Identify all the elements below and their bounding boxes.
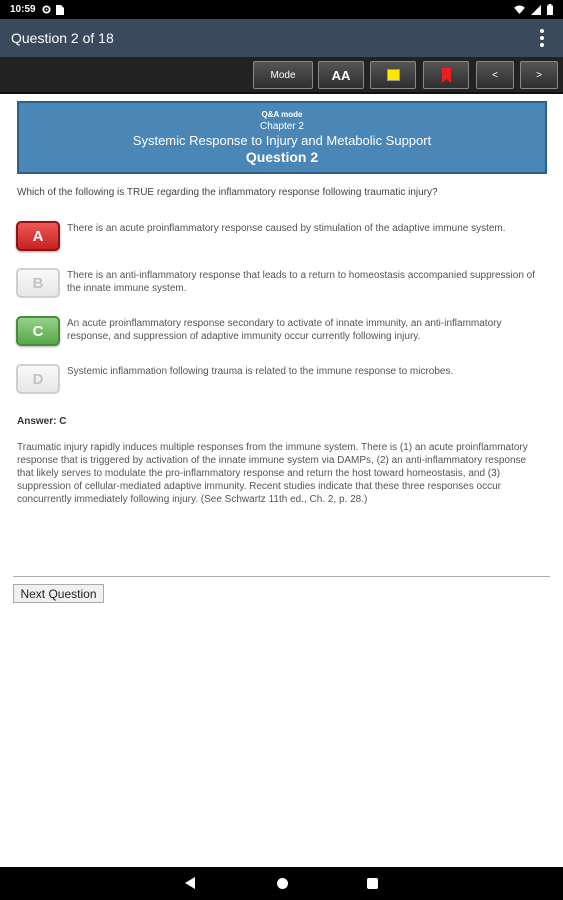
font-size-button[interactable] xyxy=(318,61,364,89)
answer-d-button[interactable]: D xyxy=(16,364,60,394)
more-vert-icon[interactable] xyxy=(533,27,551,49)
answer-d-text: Systemic inflammation following trauma is related to the immune response to microbes. xyxy=(67,366,454,377)
answer-c-button[interactable]: C xyxy=(16,316,60,346)
status-time: 10:59 xyxy=(10,4,36,15)
yellow-square-icon xyxy=(387,69,400,81)
next-button[interactable] xyxy=(520,61,558,89)
wifi-icon xyxy=(514,5,525,14)
home-icon[interactable] xyxy=(277,878,288,889)
status-bar xyxy=(0,0,563,19)
chevron-right-icon: > xyxy=(536,69,542,81)
navigation-bar xyxy=(0,867,563,900)
next-question-button[interactable]: Next Question xyxy=(13,584,104,603)
question-header xyxy=(17,101,547,174)
signal-icon xyxy=(531,5,541,15)
app-title: Question 2 of 18 xyxy=(11,30,114,46)
mode-button[interactable] xyxy=(253,61,313,89)
highlight-button[interactable] xyxy=(370,61,416,89)
explanation-text: Traumatic injury rapidly induces multiple responses from the immune system. There is (1) an acute proinflammatory response that is triggered by activation of the innate immune system via DAMPs, (2) an anti-inflammatory response that likely serves to modulate the pro-inflammatory response and return the host toward homeostasis, and (3) suppression of cellular-mediated adaptive immunity. Recent studies indicate that these three responses occur concurrently immediately following injury. (See Schwartz 11th ed., Ch. 2, p. 28.) xyxy=(17,442,528,505)
mode-button-label: Mode xyxy=(270,69,296,81)
app-bar xyxy=(0,19,563,57)
recents-icon[interactable] xyxy=(367,878,378,889)
font-size-icon: AA xyxy=(331,67,351,83)
mode-label: Q&A mode xyxy=(261,110,303,119)
red-bookmark-icon xyxy=(442,68,451,83)
answer-b-text: There is an anti-inflammatory response that leads to a return to homeostasis accompanied suppression of the innate immune system. xyxy=(67,270,536,294)
chevron-left-icon: < xyxy=(492,69,498,81)
gear-icon xyxy=(42,5,51,14)
answer-a-text: There is an acute proinflammatory response caused by stimulation of the adaptive immune system. xyxy=(67,223,506,234)
bookmark-button[interactable] xyxy=(423,61,469,89)
answer-label: Answer: C xyxy=(17,416,67,427)
chapter-title: Systemic Response to Injury and Metabolic Support xyxy=(132,133,432,148)
answer-c-text: An acute proinflammatory response secondary to activate of innate immunity, an anti-inflammatory response, and suppression of adaptive immunity occur currently following injury. xyxy=(67,318,502,342)
answer-a-button[interactable]: A xyxy=(16,221,60,251)
divider xyxy=(13,576,550,577)
question-number: Question 2 xyxy=(245,149,319,165)
back-icon[interactable] xyxy=(185,877,195,889)
chapter-label: Chapter 2 xyxy=(260,121,304,132)
battery-icon xyxy=(547,4,553,15)
question-text: Which of the following is TRUE regarding the inflammatory response following traumatic injury? xyxy=(17,187,438,198)
previous-button[interactable] xyxy=(476,61,514,89)
toolbar xyxy=(0,57,563,94)
sim-card-icon xyxy=(56,5,64,15)
answer-b-button[interactable]: B xyxy=(16,268,60,298)
